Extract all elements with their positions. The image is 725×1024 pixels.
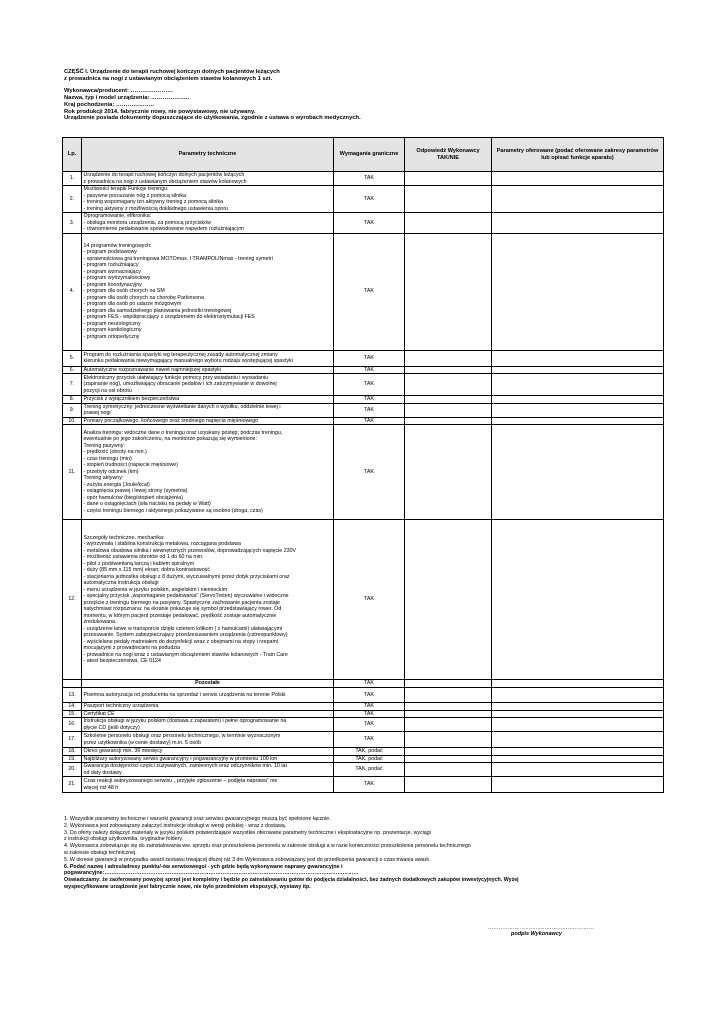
answer-cell (405, 748, 492, 756)
requirement-cell: TAK, podać (334, 748, 405, 756)
parameter-cell: Certyfikat CE (82, 710, 334, 718)
offered-parameters-cell (492, 213, 664, 234)
document-header (64, 69, 664, 122)
table-row (63, 710, 664, 718)
row-number-cell: 13. (63, 688, 82, 703)
column-header-requirements: Wymagania graniczne (334, 138, 405, 172)
parameter-cell: Elektroniczny przycisk ułatwiający funkcje pomocy przy wsiadaniu i wysiadaniu (zapinanie nóg), umożliwiający obracanie pedałów i ich zatrzymywanie w dowolnej pozycji na osi obrotu (82, 374, 334, 396)
answer-cell (405, 703, 492, 711)
offered-parameters-cell (492, 710, 664, 718)
offered-parameters-cell (492, 763, 664, 777)
row-number-cell: 1. (63, 172, 82, 186)
row-number-cell: 14. (63, 703, 82, 711)
column-header-offered: Parametry oferowane (podać oferowane zakresy parametrów lub opisać funkcje aparatu) (492, 138, 664, 172)
row-number-cell: 5. (63, 350, 82, 366)
requirement-cell: TAK, podać (334, 763, 405, 777)
requirement-cell: TAK (334, 777, 405, 793)
offered-parameters-cell (492, 520, 664, 680)
offered-parameters-cell (492, 172, 664, 186)
requirement-cell: TAK (334, 350, 405, 366)
row-number-cell: 20. (63, 763, 82, 777)
part-title: CZĘŚĆ I. Urządzenie do terapii ruchowej kończyn dolnych pacjentów leżących (64, 69, 280, 75)
row-number-cell: 11. (63, 425, 82, 520)
table-row (63, 403, 664, 417)
row-number-cell: 17. (63, 732, 82, 748)
parameter-cell: Przycisk z wyłącznikiem bezpieczeństwa (82, 396, 334, 404)
parameter-cell: Paszport techniczny urządzenia (82, 703, 334, 711)
table-row (63, 350, 664, 366)
row-number-cell: 4. (63, 233, 82, 350)
answer-cell (405, 366, 492, 374)
table-row (63, 374, 664, 396)
answer-cell (405, 520, 492, 680)
parameter-cell: Automatyczne rozpoznawanie nawet najmniejszej spastyki (82, 366, 334, 374)
country-line: Kraj pochodzenia: ……………….. (64, 101, 154, 108)
answer-cell (405, 374, 492, 396)
note-5: 5. W okresie gwarancji w przypadku awarii zestawu trwającej dłużej niż 3 dni Wykonawca zobowiązany jest do przedłużenia gwarancji o czas trwania awarii. (64, 856, 431, 863)
requirement-cell: TAK (334, 172, 405, 186)
row-number-cell: 21. (63, 777, 82, 793)
table-row (63, 688, 664, 703)
parameter-cell: Trening symetryczny: jednoczesne wyświetlanie danych o wysiłku, oddzielnie lewej i prawej nogi (82, 403, 334, 417)
offered-parameters-cell (492, 718, 664, 732)
row-number-cell: 3. (63, 213, 82, 234)
parameter-cell: Pisemna autoryzacja od producenta na sprzedaż i serwis urządzenia na terenie Polski (82, 688, 334, 703)
offered-parameters-cell (492, 732, 664, 748)
requirement-cell: TAK (334, 417, 405, 425)
row-number-cell: 19. (63, 755, 82, 763)
requirement-cell: TAK (334, 425, 405, 520)
row-number-cell: 18. (63, 748, 82, 756)
note-1: 1. Wszystkie parametry techniczne i warunki gwarancji oraz serwisu gwarancyjnego muszą być spełnione łącznie. (64, 816, 331, 822)
offered-parameters-cell (492, 396, 664, 404)
table-body (63, 172, 664, 793)
answer-cell (405, 396, 492, 404)
parameter-cell: Możliwości terapii/ Funkcje treningu: - pasywne poruszanie nóg z pomocą silnika - trening wspomagany tzn.aktywny trening z pomocą silnika - trening aktywny z możliwością dokładnego ustawienia oporu (82, 186, 334, 213)
answer-cell (405, 732, 492, 748)
notes-section (64, 816, 674, 891)
parameter-cell: Czas reakcji autoryzowanego serwisu „ przyjęte zgłoszenie – podjęta naprawa" nie więcej niż 48 h (82, 777, 334, 793)
offered-parameters-cell (492, 417, 664, 425)
offered-parameters-cell (492, 703, 664, 711)
row-number-cell: 7. (63, 374, 82, 396)
row-number-cell: 6. (63, 366, 82, 374)
answer-cell (405, 403, 492, 417)
parameter-cell: Szkolenie personelu obsługi oraz personelu technicznego, w terminie wyznaczonym przez użytkownika (w cenie dostawy) m.in. 5 osób (82, 732, 334, 748)
row-number-cell (63, 680, 82, 688)
offered-parameters-cell (492, 374, 664, 396)
requirement-cell: TAK, podać (334, 755, 405, 763)
parameter-cell: Pomiary początkowego, końcowego oraz średniego napięcia mięśniowego (82, 417, 334, 425)
offered-parameters-cell (492, 777, 664, 793)
answer-cell (405, 688, 492, 703)
parameter-cell: Szczegóły techniczne, mechanika: - wytrzymała i stabilna konstrukcja metalowa, rozciągana podstawa - metalowa obudowa silnika i wewnętrznych przewodów, doprowadzających napięcie 230V - możliwość ustawienia obrotów od 1 do 60 na min. - pilot z podświetlaną tarczą i kablem spiralnym - duży (85 mm x 115 mm) ekran; dobra kontrastowość - stacjonarna jednostka obsługi z 8 dużymi, wyczuwalnymi przez dotyk przyciskami oraz automatyczna instrukcja obsługi - menu urządzenia w języku polskim, angielskim i niemieckim - specjalny przycisk „wspomaganie pedałowania" (ServoTreten) wyczuwalne i widoczne przejście z treningu biernego na pasywny. Spastyczne zachowanie pacjenta zostaje natychmiast rozpoznana: na ekranie pokazuje się symbol przedstawiający rower. Od momentu, w którym pacjent przestaje pedałować, prędkość zostaje automatycznie zredukowana. - urządzenie łatwe w transporcie dzięki czterem kółkom ( z hamulcami) ułatwiającymi przesuwanie. System zabezpieczający przedzesuwaniem urządzenia (cztreopunktowy) - wyścielane pedały matreiałem do dezynfekcji wraz z obejmami na stopy i rzepami mocującymi z prowadnicami na podudzia - prowadnice na nogi wraz z ustawianym obciążeniem stawów kolanowych - Train Care - atest bezpieczenstwa, CE 0124 (82, 520, 334, 680)
signature-line: …………………………………………………… (488, 925, 594, 931)
production-year-line: Rok produkcji 2014, fabrycznie nowy, nie powystawowy, nie używany. (64, 108, 256, 115)
answer-cell (405, 417, 492, 425)
column-header-answer: Odpowiedź Wykonawcy TAK/NIE (405, 138, 492, 172)
requirement-cell: TAK (334, 688, 405, 703)
table-row (63, 172, 664, 186)
offered-parameters-cell (492, 688, 664, 703)
table-row (63, 777, 664, 793)
requirement-cell: TAK (334, 366, 405, 374)
offered-parameters-cell (492, 350, 664, 366)
declaration-line-2: wyspecyfikowane urządzenie jest fabrycznie nowe, nie było przedmiotem ekspozycji, wystawy itp. (64, 883, 311, 890)
table-row (63, 748, 664, 756)
answer-cell (405, 777, 492, 793)
answer-cell (405, 763, 492, 777)
note-3b: z instrukcji obsługi użytkownika, oryginalne foldery. (64, 836, 184, 843)
requirement-cell: TAK (334, 396, 405, 404)
row-number-cell: 8. (63, 396, 82, 404)
answer-cell (405, 680, 492, 688)
documents-line: Urządzenie posiada dokumenty dopuszczające do użytkowania, zgodnie z ustawa o wyrobach medycznych. (64, 115, 361, 122)
answer-cell (405, 213, 492, 234)
row-number-cell: 15. (63, 710, 82, 718)
manufacturer-line: Wykonawca/producent: …………………. (64, 88, 173, 95)
offered-parameters-cell (492, 366, 664, 374)
note-6b: pogwarancyjne:……………………………………………………………………………………………………………………………… (64, 870, 359, 877)
table-row (63, 703, 664, 711)
offered-parameters-cell (492, 425, 664, 520)
answer-cell (405, 425, 492, 520)
parameter-cell: Pozostałe (82, 680, 334, 688)
note-4a: 4. Wykonawca zobowiązuje się do zainstalowania ww. sprzętu oraz przeszkolenia personelu w zakresie obsługi a w razie konieczności przeszkolenia personelu technicznego (64, 843, 471, 850)
table-row (63, 763, 664, 777)
answer-cell (405, 710, 492, 718)
answer-cell (405, 233, 492, 350)
parameter-cell: Gwarancja dostępności części zużywalnych, zamiennych oraz odczynników min. 10 lat od daty dostawy (82, 763, 334, 777)
table-row (63, 417, 664, 425)
declaration-line-1: Oświadczamy: że zaoferowany powyżej sprzęt jest kompletny i będzie po zainstalowaniu gotów do podjęcia działalności, bez żadnych dodatkowych zakupów inwestycyjnych. Wyżej (64, 877, 519, 884)
requirement-cell: TAK (334, 710, 405, 718)
requirement-cell: TAK (334, 718, 405, 732)
requirement-cell: TAK (334, 374, 405, 396)
device-name-line: Nazwa, typ i model urządzenia: ……………….. (64, 95, 189, 102)
parameter-cell: Okres gwarancji min. 36 miesięcy (82, 748, 334, 756)
table-row (63, 213, 664, 234)
offered-parameters-cell (492, 186, 664, 213)
requirement-cell: TAK (334, 186, 405, 213)
table-row (63, 366, 664, 374)
parameter-cell: Urządzenie do terapii ruchowej kończyn dolnych pacjentów leżących z prowadnica na nogi z ustawianym obciążeniem stawów kolanowych (82, 172, 334, 186)
answer-cell (405, 718, 492, 732)
table-row (63, 396, 664, 404)
table-row (63, 520, 664, 680)
table-row (63, 718, 664, 732)
requirement-cell: TAK (334, 732, 405, 748)
offered-parameters-cell (492, 748, 664, 756)
table-row (63, 732, 664, 748)
offered-parameters-cell (492, 233, 664, 350)
answer-cell (405, 755, 492, 763)
note-4b: w zakresie obsługi technicznej. (64, 849, 137, 856)
answer-cell (405, 172, 492, 186)
requirement-cell: TAK (334, 213, 405, 234)
answer-cell (405, 186, 492, 213)
parameter-cell: Analiza treningu: widoczne dane o treningu oraz uzyskany postęp; podczas treningu, ewentualnie po jego zakończeniu, na monitorze pokazują się wymienione: Trening pasywny: - prędkość (obroty na min.) - czas treningu (min) - stopień trudności (napięcie mięśniowe) - przebyty odcinek (km) Trening aktywny: - zużyta energia (Joule/kcal) - osiągnięcia prawej i lewej strony (symetria) - opór hamulców (bieg/stopień obciążenia) - dane o osiągnięciach (siła nacisku na pedały w Watt) - części treningu biernego i aktywnego pokazywane są osobno (droga, czas) (82, 425, 334, 520)
table-row (63, 755, 664, 763)
note-6a: 6. Podać nazwę i adres/adresy punktu/-ów serwisowego/ - ych gdzie będą wykonywane naprawy gwarancyjne i (64, 863, 343, 870)
requirement-cell: TAK (334, 680, 405, 688)
table-row (63, 425, 664, 520)
offered-parameters-cell (492, 403, 664, 417)
answer-cell (405, 350, 492, 366)
requirement-cell: TAK (334, 520, 405, 680)
table-row (63, 233, 664, 350)
section-row (63, 680, 664, 688)
requirement-cell: TAK (334, 403, 405, 417)
column-header-parameters: Parametry techniczne (82, 138, 334, 172)
table-row (63, 186, 664, 213)
row-number-cell: 9. (63, 403, 82, 417)
part-subtitle: z prowadnica na nogi z ustawianym obciążeniem stawów kolanowych 1 szt. (64, 75, 273, 82)
row-number-cell: 16. (63, 718, 82, 732)
parameter-cell: Najbliższy autoryzowany serwis gwarancyjny i pogwarancyjny w promieniu 100 km (82, 755, 334, 763)
parameter-cell: 14 programów treningowych: - program podstawowy - sprawnościowa gra treningowa MOTOmax. I TRAMPOLINmax - trening symetri - program rozluźniający - program wzmacniający - program wytrzymałościowy - program koordynacyjny - program dla osób chorych na SM - program dla osób chorych na chorobę Parkinsona - program dla osób po udarze mózgowym - program dla samodzielnego planowania jednostki treningowej - program FES - współpracujący z urządzeniem do elektrostymulacji FES - program neurologiczny - program kardiologiczny - program ortopedyczny (82, 233, 334, 350)
column-header-lp: Lp. (63, 138, 82, 172)
note-2: 2. Wykonawca jest zobowiązany załączyć instrukcje obsługi w wersji polskiej - wraz z dostawą. (64, 822, 287, 829)
offered-parameters-cell (492, 755, 664, 763)
row-number-cell: 10. (63, 417, 82, 425)
signature-label: podpis Wykonawcy (511, 931, 562, 937)
parameters-table (62, 137, 664, 793)
requirement-cell: TAK (334, 703, 405, 711)
parameter-cell: Program do rozluźniania spastyki wg terapeutycznej zasady automatycznej zmiany kierunku pedałowania niewymagający manualnego wyboru rodzaju występującej spastyki (82, 350, 334, 366)
parameter-cell: Oprogramowanie, elfkronika: - obsługa monitora urządzenia, za pomocą przycisków - równomierne pedałowanie spowodowane napędem rozluźniającym (82, 213, 334, 234)
note-3a: 3. Do oferty należy dołączyć materiały w języku polskim potwierdzające wszystkie oferowane parametry techniczne i eksploatacyjne np. prezentacje, wyciągi (64, 829, 431, 836)
offered-parameters-cell (492, 680, 664, 688)
row-number-cell: 12. (63, 520, 82, 680)
requirement-cell: TAK (334, 233, 405, 350)
table-header-row (63, 138, 664, 172)
parameter-cell: Instrukcja obsługi w języku polskim (dostawa z zaparatem) i pełne oprogramowanie na płycie CD (jeśli dotyczy) (82, 718, 334, 732)
row-number-cell: 2. (63, 186, 82, 213)
